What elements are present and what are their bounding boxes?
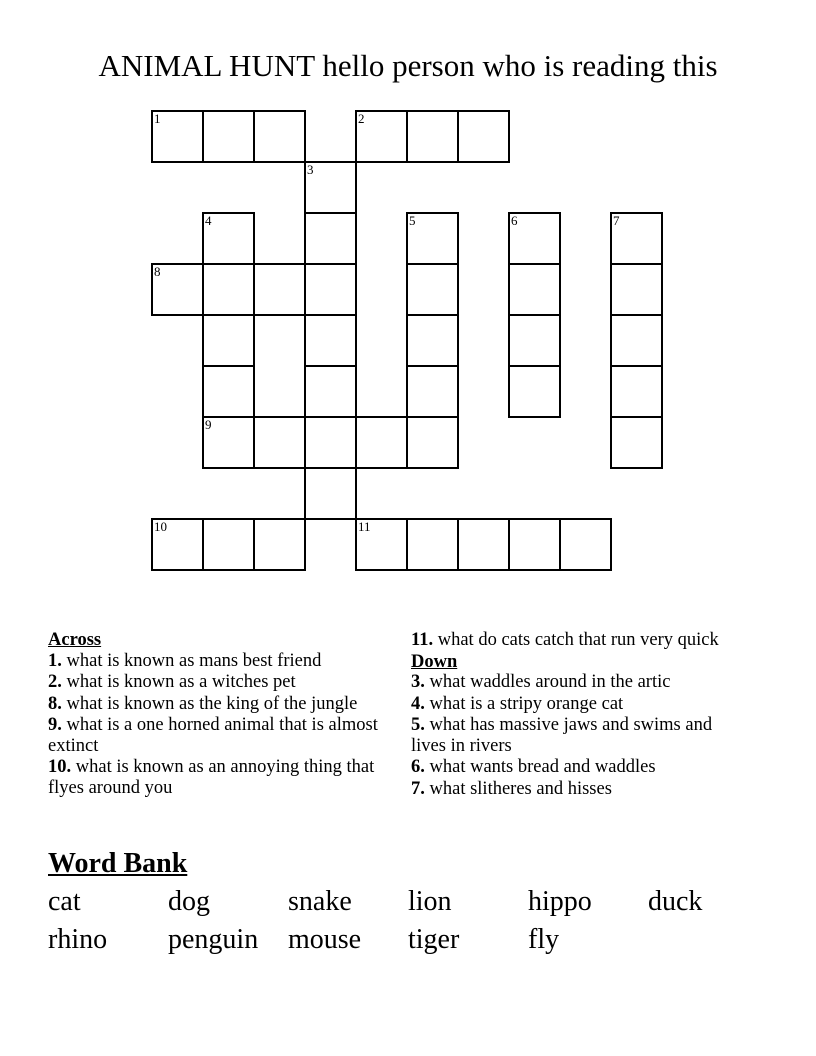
crossword-cell[interactable] xyxy=(508,263,561,316)
crossword-cell[interactable] xyxy=(406,212,459,265)
crossword-cell[interactable] xyxy=(253,110,306,163)
clue-number: 3. xyxy=(411,672,425,692)
crossword-cell[interactable] xyxy=(151,263,204,316)
clue-number-label: 1 xyxy=(154,111,161,126)
clue-text: what is known as mans best friend xyxy=(61,650,322,671)
crossword-cell[interactable] xyxy=(304,263,357,316)
clue-number-label: 7 xyxy=(613,213,620,228)
crossword-cell[interactable] xyxy=(610,365,663,418)
clue-text: what has massive jaws and swims and lives in rivers xyxy=(411,715,713,756)
crossword-cell[interactable] xyxy=(508,314,561,367)
across-clue-10 xyxy=(48,757,393,798)
crossword-cell[interactable] xyxy=(559,518,612,571)
crossword-cell[interactable] xyxy=(355,416,408,469)
clue-number-label: 5 xyxy=(409,213,416,228)
across-clue-1 xyxy=(48,651,393,672)
crossword-cell[interactable] xyxy=(610,212,663,265)
crossword-cell[interactable] xyxy=(508,518,561,571)
crossword-cell[interactable] xyxy=(457,518,510,571)
word-bank-word: penguin xyxy=(168,924,259,955)
clue-text: what is a stripy orange cat xyxy=(424,693,624,714)
clue-number: 5. xyxy=(411,715,425,735)
crossword-cell[interactable] xyxy=(406,263,459,316)
clue-text: what is a one horned animal that is almost extinct xyxy=(48,715,378,756)
crossword-cell[interactable] xyxy=(304,365,357,418)
word-bank-title: Word Bank xyxy=(48,848,188,879)
clue-text: what is known as an annoying thing that flyes around you xyxy=(48,757,375,798)
word-bank-word: hippo xyxy=(528,886,592,917)
clue-number-label: 8 xyxy=(154,264,161,279)
clue-number: 6. xyxy=(411,757,425,777)
down-heading: Down xyxy=(411,651,458,672)
crossword-cell[interactable] xyxy=(406,365,459,418)
word-bank-word: mouse xyxy=(288,924,362,955)
clue-number-label: 6 xyxy=(511,213,518,228)
clue-number: 2. xyxy=(48,672,62,692)
crossword-cell[interactable] xyxy=(355,518,408,571)
crossword-cell[interactable] xyxy=(151,518,204,571)
word-bank-word: dog xyxy=(168,886,210,917)
word-bank-word: cat xyxy=(48,886,81,917)
crossword-cell[interactable] xyxy=(202,416,255,469)
crossword-cell[interactable] xyxy=(202,365,255,418)
clue-text: what waddles around in the artic xyxy=(424,672,671,692)
across-clue-2 xyxy=(48,672,393,693)
across-clue-8 xyxy=(48,694,393,715)
word-bank-word: rhino xyxy=(48,924,108,955)
crossword-cell[interactable] xyxy=(253,518,306,571)
crossword-cell[interactable] xyxy=(202,110,255,163)
crossword-cell[interactable] xyxy=(304,467,357,520)
crossword-cell[interactable] xyxy=(304,161,357,214)
across-clue-11 xyxy=(411,630,741,651)
down-clue-7 xyxy=(411,779,741,800)
clue-number: 7. xyxy=(411,778,425,799)
clue-number: 8. xyxy=(48,693,62,714)
down-clue-5 xyxy=(411,715,741,756)
page-title: ANIMAL HUNT hello person who is reading this xyxy=(98,48,718,83)
clue-number: 1. xyxy=(48,650,62,671)
crossword-cell[interactable] xyxy=(304,416,357,469)
crossword-cell[interactable] xyxy=(202,263,255,316)
word-bank-word: lion xyxy=(408,886,452,917)
clues-left-column xyxy=(48,630,393,799)
crossword-cell[interactable] xyxy=(406,518,459,571)
across-clue-9 xyxy=(48,715,393,756)
crossword-cell[interactable] xyxy=(406,416,459,469)
clue-number-label: 10 xyxy=(154,519,167,534)
crossword-cell[interactable] xyxy=(304,212,357,265)
crossword-cell[interactable] xyxy=(202,314,255,367)
crossword-cell[interactable] xyxy=(304,314,357,367)
clue-number: 9. xyxy=(48,715,62,735)
down-clue-4 xyxy=(411,694,741,715)
clue-text: what do cats catch that run very quick xyxy=(433,630,719,650)
down-clue-3 xyxy=(411,672,741,693)
crossword-cell[interactable] xyxy=(202,212,255,265)
clue-number: 10. xyxy=(48,757,72,777)
clue-text: what is known as the king of the jungle xyxy=(61,693,358,714)
word-bank-word: duck xyxy=(648,886,703,917)
clue-number-label: 9 xyxy=(205,417,212,432)
crossword-cell[interactable] xyxy=(253,416,306,469)
clue-text: what slitheres and hisses xyxy=(424,778,612,799)
across-heading: Across xyxy=(48,630,102,650)
crossword-cell[interactable] xyxy=(457,110,510,163)
crossword-cell[interactable] xyxy=(406,314,459,367)
word-bank-word: snake xyxy=(288,886,352,917)
crossword-cell[interactable] xyxy=(508,365,561,418)
clues-right-column xyxy=(411,630,741,800)
clue-number: 11. xyxy=(411,630,434,650)
crossword-cell[interactable] xyxy=(508,212,561,265)
crossword-cell[interactable] xyxy=(355,110,408,163)
clue-text: what wants bread and waddles xyxy=(424,757,656,777)
word-bank-word: tiger xyxy=(408,924,460,955)
crossword-cell[interactable] xyxy=(610,263,663,316)
crossword-cell[interactable] xyxy=(202,518,255,571)
crossword-cell[interactable] xyxy=(253,263,306,316)
clue-number-label: 4 xyxy=(205,213,212,228)
clue-text: what is known as a witches pet xyxy=(61,672,296,692)
clue-number-label: 11 xyxy=(358,519,371,534)
word-bank-word: fly xyxy=(528,924,560,955)
crossword-cell[interactable] xyxy=(610,416,663,469)
clue-number: 4. xyxy=(411,693,425,714)
down-clue-6 xyxy=(411,757,741,778)
crossword-cell[interactable] xyxy=(610,314,663,367)
crossword-cell[interactable] xyxy=(151,110,204,163)
clue-number-label: 2 xyxy=(358,111,365,126)
crossword-cell[interactable] xyxy=(406,110,459,163)
clue-number-label: 3 xyxy=(307,162,314,177)
